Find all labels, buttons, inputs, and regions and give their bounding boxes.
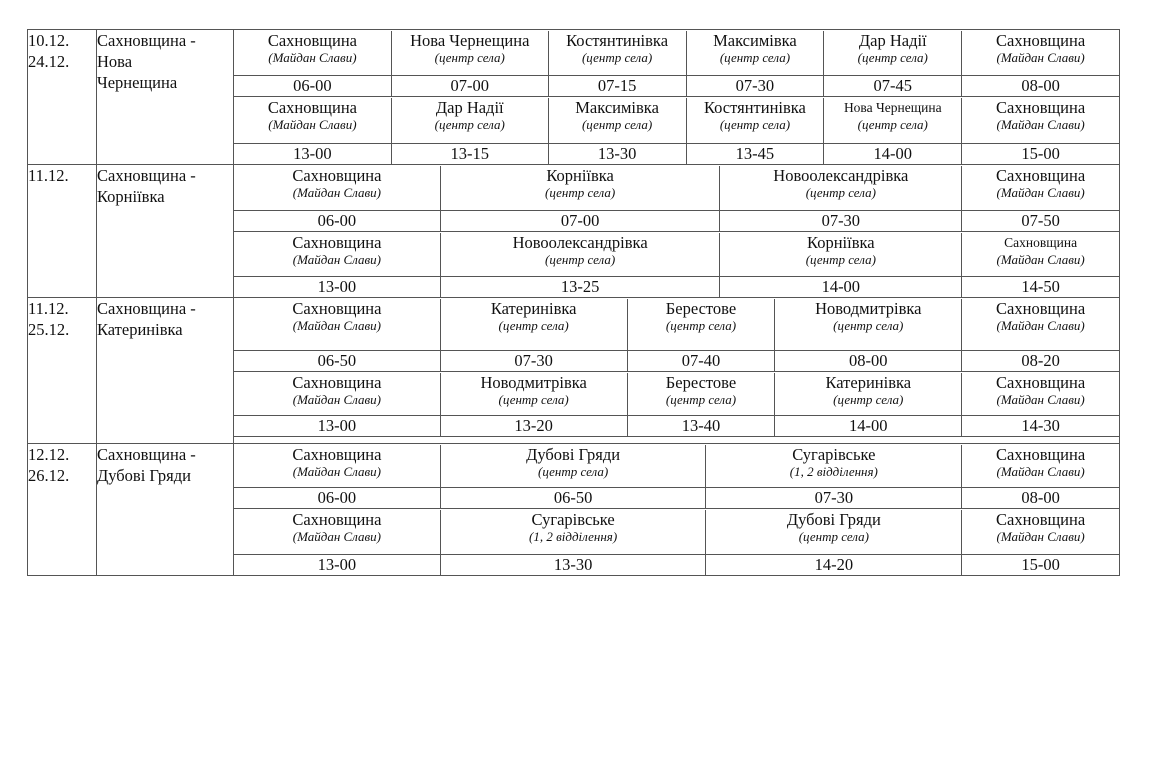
departure-time: 14-20: [705, 555, 961, 575]
departure-time: 08-00: [961, 76, 1119, 96]
stop-desc: (центр села): [665, 318, 737, 333]
stop-desc: (центр села): [833, 318, 904, 333]
stop-place: Сахновщина: [292, 445, 382, 464]
date-start: 11.12.: [28, 166, 69, 185]
stop-place: Берестове: [665, 373, 737, 392]
stop-cell: [440, 510, 706, 554]
stop-cell: [234, 510, 440, 554]
route-name-line: Корніївка: [97, 187, 165, 206]
stop-cell: [234, 445, 440, 487]
departure-time: 13-30: [440, 555, 706, 575]
departure-time: 07-45: [823, 76, 961, 96]
stop-desc: (Майдан Слави): [996, 252, 1085, 267]
stop-cell: [686, 31, 824, 75]
departure-time: 06-50: [440, 488, 706, 508]
stops-line: [234, 165, 1119, 210]
times-line: [234, 487, 1119, 508]
stop-place: Катеринівка: [825, 373, 912, 392]
route-name-line: Дубові Гряди: [97, 466, 191, 485]
times-line: [234, 210, 1119, 231]
times-line: [234, 75, 1119, 96]
stop-desc: (центр села): [538, 464, 609, 479]
bus-schedule-table: [27, 29, 1120, 576]
stops-line: [234, 371, 1119, 415]
departure-time: 13-40: [627, 416, 775, 436]
departure-time: 06-00: [317, 211, 357, 230]
stop-desc: (1, 2 відділення): [529, 529, 618, 544]
route-name: [97, 444, 234, 576]
spacer-line: [234, 436, 1119, 443]
date-start: 10.12.: [28, 31, 70, 50]
departure-time: 13-00: [317, 416, 357, 435]
stop-place: Сугарівське: [792, 445, 876, 464]
departure-time: 13-25: [440, 277, 720, 297]
stop-desc: (Майдан Слави): [292, 464, 381, 479]
departure-time: 15-00: [961, 555, 1119, 575]
departure-time: 07-00: [391, 76, 548, 96]
stop-place: Дубові Гряди: [526, 445, 621, 464]
stop-desc: (Майдан Слави): [292, 185, 381, 200]
date-end: 24.12.: [28, 52, 70, 71]
departure-time: 13-30: [548, 144, 686, 164]
departure-time: 07-50: [961, 211, 1119, 231]
stop-cell: [234, 98, 391, 143]
stop-desc: (центр села): [798, 529, 869, 544]
stop-place: Новодмитрівка: [815, 299, 922, 318]
route-legs: [234, 298, 1120, 444]
stop-desc: (Майдан Слави): [292, 252, 381, 267]
stop-place: Сахновщина: [292, 166, 382, 185]
stop-cell: [686, 98, 824, 143]
stop-desc: (центр села): [719, 117, 791, 132]
stop-place: Корніївка: [546, 166, 614, 185]
stops-line: [234, 508, 1119, 554]
route-legs: [234, 444, 1120, 576]
stop-desc: (Майдан Слави): [268, 117, 357, 132]
stop-place: Максимівка: [575, 98, 659, 117]
route-dates: [28, 165, 97, 298]
stop-desc: (центр села): [805, 252, 876, 267]
stop-place: Сахновщина: [292, 373, 382, 392]
route-row: [28, 165, 1120, 298]
stop-place: Новодмитрівка: [480, 373, 587, 392]
stop-cell: [961, 98, 1119, 143]
stop-cell: [961, 233, 1119, 276]
stop-cell: [961, 31, 1119, 75]
route-name-line: Чернещина: [97, 73, 178, 92]
stop-place: Сахновщина: [267, 31, 357, 50]
stop-place: Сахновщина: [996, 373, 1086, 392]
stop-place: Нова Чернещина: [843, 100, 942, 115]
stop-desc: (Майдан Слави): [996, 117, 1085, 132]
stop-cell: [234, 373, 440, 415]
stop-cell: [548, 31, 686, 75]
route-dates: [28, 444, 97, 576]
stop-place: Дар Надії: [858, 31, 927, 50]
stop-cell: [440, 373, 627, 415]
route-name-line: Катеринівка: [97, 320, 183, 339]
stop-cell: [961, 373, 1119, 415]
departure-time: 15-00: [961, 144, 1119, 164]
schedule-sheet: [27, 29, 1119, 576]
stops-line: [234, 298, 1119, 350]
stop-desc: (центр села): [498, 392, 569, 407]
times-line: [234, 554, 1119, 575]
stop-cell: [961, 166, 1119, 210]
route-legs: [234, 30, 1120, 165]
departure-time: 08-00: [774, 351, 961, 371]
stop-cell: [234, 233, 440, 276]
stop-desc: (центр села): [833, 392, 904, 407]
stop-cell: [705, 445, 961, 487]
route-name-line: Сахновщина -: [97, 445, 196, 464]
stop-desc: (центр села): [719, 50, 791, 65]
stop-desc: (Майдан Слави): [292, 318, 381, 333]
stops-line: [234, 231, 1119, 276]
stop-place: Корніївка: [807, 233, 875, 252]
departure-time: 06-00: [293, 76, 332, 95]
route-row: [28, 298, 1120, 444]
stop-place: Сахновщина: [292, 510, 382, 529]
stop-place: Сахновщина: [996, 299, 1086, 318]
stop-cell: [774, 373, 961, 415]
stop-place: Костянтинівка: [566, 31, 669, 50]
date-start: 11.12.: [28, 299, 69, 318]
route-name: [97, 165, 234, 298]
route-name: [97, 298, 234, 444]
departure-time: 14-00: [719, 277, 961, 297]
date-end: 26.12.: [28, 466, 70, 485]
stop-desc: (Майдан Слави): [996, 50, 1085, 65]
route-name-line: Сахновщина -: [97, 299, 196, 318]
stop-desc: (центр села): [857, 117, 928, 132]
departure-time: 07-30: [719, 211, 961, 231]
stop-place: Сахновщина: [1004, 235, 1078, 250]
stop-place: Берестове: [665, 299, 737, 318]
stop-cell: [823, 31, 961, 75]
stop-cell: [705, 510, 961, 554]
stop-cell: [440, 166, 720, 210]
departure-time: 07-30: [686, 76, 824, 96]
departure-time: 13-15: [391, 144, 548, 164]
departure-time: 07-00: [440, 211, 720, 231]
stop-desc: (Майдан Слави): [292, 529, 381, 544]
departure-time: 13-20: [440, 416, 627, 436]
stop-desc: (центр села): [545, 252, 616, 267]
stop-desc: (центр села): [434, 117, 505, 132]
departure-time: 07-30: [440, 351, 627, 371]
stop-desc: (центр села): [434, 50, 505, 65]
stop-desc: (центр села): [805, 185, 876, 200]
stop-desc: (Майдан Слави): [996, 318, 1085, 333]
stop-desc: (центр села): [665, 392, 737, 407]
departure-time: 08-20: [961, 351, 1119, 371]
stops-line: [234, 30, 1119, 75]
stop-cell: [627, 373, 775, 415]
stop-place: Новоолександрівка: [512, 233, 648, 252]
stop-place: Сугарівське: [531, 510, 615, 529]
stop-cell: [627, 299, 775, 350]
departure-time: 06-50: [317, 351, 357, 370]
stop-desc: (Майдан Слави): [292, 392, 381, 407]
departure-time: 13-00: [293, 144, 332, 163]
times-line: [234, 143, 1119, 164]
departure-time: 14-00: [774, 416, 961, 436]
stop-cell: [961, 445, 1119, 487]
departure-time: 13-00: [317, 555, 357, 574]
route-legs: [234, 165, 1120, 298]
stop-desc: (Майдан Слави): [996, 529, 1085, 544]
stop-cell: [234, 166, 440, 210]
departure-time: 13-45: [686, 144, 824, 164]
stop-desc: (Майдан Слави): [996, 464, 1085, 479]
stop-place: Дубові Гряди: [786, 510, 881, 529]
stops-line: [234, 96, 1119, 143]
stop-place: Костянтинівка: [703, 98, 806, 117]
stop-cell: [391, 98, 548, 143]
stop-desc: (центр села): [857, 50, 928, 65]
date-start: 12.12.: [28, 445, 70, 464]
stop-cell: [440, 233, 720, 276]
stop-cell: [234, 31, 391, 75]
route-name: [97, 30, 234, 165]
stop-place: Максимівка: [713, 31, 797, 50]
departure-time: 14-50: [961, 277, 1119, 297]
departure-time: 08-00: [961, 488, 1119, 508]
times-line: [234, 350, 1119, 371]
departure-time: 07-15: [548, 76, 686, 96]
stops-line: [234, 444, 1119, 487]
stop-cell: [548, 98, 686, 143]
date-end: 25.12.: [28, 320, 70, 339]
stop-cell: [774, 299, 961, 350]
route-name-line: Нова: [97, 52, 133, 71]
route-row: [28, 30, 1120, 165]
stop-cell: [719, 166, 961, 210]
departure-time: 07-30: [705, 488, 961, 508]
route-dates: [28, 30, 97, 165]
stop-place: Сахновщина: [996, 98, 1086, 117]
stop-desc: (Майдан Слави): [996, 392, 1085, 407]
departure-time: 13-00: [317, 277, 357, 296]
stop-cell: [961, 299, 1119, 350]
route-row: [28, 444, 1120, 576]
stop-place: Сахновщина: [267, 98, 357, 117]
stop-cell: [391, 31, 548, 75]
stop-place: Сахновщина: [996, 445, 1086, 464]
stop-place: Новоолександрівка: [773, 166, 909, 185]
departure-time: 07-40: [627, 351, 775, 371]
stop-place: Сахновщина: [292, 299, 382, 318]
stop-cell: [719, 233, 961, 276]
departure-time: 14-00: [823, 144, 961, 164]
route-name-line: Сахновщина -: [97, 166, 196, 185]
stop-desc: (центр села): [581, 50, 653, 65]
route-name-line: Сахновщина -: [97, 31, 196, 50]
departure-time: 06-00: [317, 488, 357, 507]
stop-cell: [234, 299, 440, 350]
stop-cell: [823, 98, 961, 143]
stop-cell: [440, 299, 627, 350]
stop-desc: (1, 2 відділення): [789, 464, 878, 479]
stop-cell: [961, 510, 1119, 554]
route-dates: [28, 298, 97, 444]
stop-cell: [440, 445, 706, 487]
stop-place: Катеринівка: [490, 299, 577, 318]
stop-desc: (центр села): [581, 117, 653, 132]
stop-desc: (центр села): [545, 185, 616, 200]
stop-desc: (Майдан Слави): [268, 50, 357, 65]
stop-place: Сахновщина: [996, 166, 1086, 185]
times-line: [234, 276, 1119, 297]
departure-time: 14-30: [961, 416, 1119, 436]
stop-desc: (Майдан Слави): [996, 185, 1085, 200]
stop-place: Сахновщина: [996, 31, 1086, 50]
stop-place: Сахновщина: [292, 233, 382, 252]
times-line: [234, 415, 1119, 436]
stop-place: Нова Чернещина: [410, 31, 530, 50]
stop-place: Сахновщина: [996, 510, 1086, 529]
stop-desc: (центр села): [498, 318, 569, 333]
stop-place: Дар Надії: [435, 98, 504, 117]
